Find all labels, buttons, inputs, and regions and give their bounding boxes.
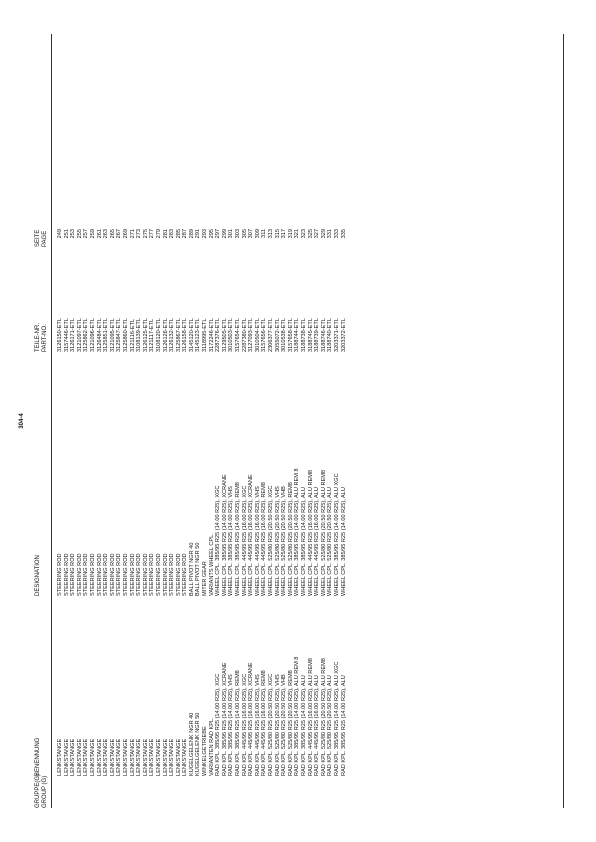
cell-designation: WHEEL CPL. 445/95 R25 (16.00 R25), REM8: [261, 482, 268, 596]
cell-benennung: RAD KPL. 525/80 R25 (20.50 R25), XGC: [268, 673, 274, 776]
cell-part-number: 3188738-ETL: [300, 318, 307, 352]
cell-part-number: 3125860-ETL: [122, 318, 129, 352]
cell-part-number: 3203372-ETL: [340, 318, 347, 352]
cell-part-number: 3127093-ETL: [248, 318, 255, 352]
cell-part-number: 3126484-ETL: [96, 318, 103, 352]
cell-benennung: RAD KPL. 385/95 R25 (14.00 R25), XCRANE: [221, 662, 228, 776]
table-row: [209, 0, 216, 842]
cell-part-number: 3121097-ETL: [76, 318, 83, 352]
table-row: [110, 0, 117, 842]
table-row: [308, 0, 315, 842]
cell-benennung: RAD KPL. 525/80 R25 (20.50 R25), VHS: [274, 674, 281, 776]
cell-benennung: LENKSTANGE: [142, 738, 149, 776]
cell-page: 311: [261, 229, 268, 238]
cell-page: 323: [300, 229, 307, 239]
table-row: [327, 0, 334, 842]
cell-designation: STEERING ROD: [175, 553, 182, 596]
cell-designation: STEERING ROD: [83, 553, 90, 596]
cell-page: 263: [103, 229, 110, 239]
cell-page: 335: [340, 229, 347, 239]
table-row: [64, 0, 71, 842]
cell-page: 273: [136, 229, 143, 239]
cell-designation: WHEEL CPL. 385/95 R25 (14.00 R25), VHS: [228, 486, 235, 596]
header-benennung-label: BENENNUNG: [35, 737, 41, 776]
cell-benennung: LENKSTANGE: [149, 738, 156, 776]
cell-designation: WHEEL CPL. 385/95 R25 (14.00 R25), ALU: [340, 487, 347, 596]
cell-designation: STEERING ROD: [109, 553, 116, 596]
cell-designation: WHEEL CPL. 445/95 R25 (16.00 R25), XGC: [241, 485, 248, 596]
cell-designation: STEERING ROD: [70, 553, 77, 596]
cell-page: 277: [149, 229, 156, 239]
header-group-en: GROUP (G): [42, 775, 48, 808]
cell-page: 283: [169, 229, 176, 239]
header-group-de: GRUPPE(G): [35, 773, 41, 808]
cell-designation: STEERING ROD: [103, 553, 110, 596]
header-group: [35, 774, 49, 808]
table-row: [275, 0, 282, 842]
cell-part-number: 3010503-ETL: [228, 318, 235, 352]
cell-designation: STEERING ROD: [89, 553, 96, 596]
cell-benennung: RAD KPL. 445/95 R25 (16.00 R25), XCRANE: [248, 662, 255, 776]
header-page-en: PAGE: [42, 230, 48, 247]
cell-benennung: LENKSTANGE: [116, 738, 123, 776]
table-row: [215, 0, 222, 842]
cell-page: 249: [57, 229, 63, 239]
cell-page: 265: [109, 229, 116, 239]
cell-benennung: RAD KPL. 525/80 R25 (20.50 R25), REM8: [287, 670, 294, 776]
cell-part-number: 3157656-ETL: [261, 318, 268, 352]
cell-designation: WHEEL CPL. 385/95 R25 (14.00 R25), ALU: [300, 487, 307, 596]
cell-benennung: VARIANTEN RAD KPL.: [208, 717, 215, 776]
cell-page: 285: [175, 229, 182, 239]
cell-page: 313: [268, 229, 274, 239]
cell-page: 315: [274, 229, 281, 239]
cell-benennung: RAD KPL. 445/95 R25 (16.00 R25), ALU REM8: [307, 658, 314, 776]
cell-page: 299: [221, 229, 228, 239]
header-part-number: [35, 323, 49, 352]
cell-benennung: LENKSTANGE: [89, 738, 96, 776]
cell-page: 297: [215, 229, 222, 239]
cell-designation: WHEEL CPL. 385/95 R25 (14.00 R25), REM8: [235, 482, 242, 596]
cell-benennung: RAD KPL. 385/95 R25 (14.00 R25), ALU XGC: [333, 661, 340, 776]
cell-benennung: RAD KPL. 445/95 R25 (16.00 R25), ALU: [314, 675, 321, 776]
cell-part-number: 3172246-ETL: [208, 318, 215, 352]
table-row: [189, 0, 196, 842]
cell-page: 271: [129, 229, 136, 239]
cell-part-number: 3118995-ETL: [202, 318, 209, 352]
cell-designation: WHEEL CPL. 445/95 R25 (16.00 R25), VHS: [254, 486, 261, 596]
cell-benennung: LENKSTANGE: [83, 738, 90, 776]
cell-part-number: 3108139-ETL: [136, 318, 143, 352]
table-row: [228, 0, 235, 842]
header-designation-label: DESIGNATION: [35, 555, 41, 596]
cell-page: 257: [83, 229, 90, 239]
page-number: 304-4: [19, 413, 25, 429]
cell-designation: STEERING ROD: [76, 553, 83, 596]
cell-part-number: 3157654-ETL: [235, 318, 242, 352]
table-row: [301, 0, 308, 842]
cell-part-number: 3125862-ETL: [83, 318, 90, 352]
cell-benennung: RAD KPL. 525/80 R25 (20.50 R25), ALU: [327, 675, 334, 776]
cell-benennung: LENKSTANGE: [103, 738, 110, 776]
cell-page: 251: [63, 229, 70, 239]
cell-benennung: LENKSTANGE: [129, 738, 136, 776]
cell-designation: WHEEL CPL. 385/95 R25 (14.00 R25), XGC: [215, 485, 222, 596]
cell-benennung: KUGELGELENK NGR 50: [195, 712, 202, 776]
cell-benennung: LENKSTANGE: [76, 738, 83, 776]
cell-part-number: 3188740-ETL: [327, 318, 334, 352]
cell-page: 309: [254, 229, 261, 239]
cell-designation: STEERING ROD: [57, 553, 63, 596]
cell-page: 267: [116, 229, 123, 239]
table-row: [281, 0, 288, 842]
table-row: [248, 0, 255, 842]
cell-page: 259: [89, 229, 96, 239]
cell-benennung: RAD KPL. 525/80 R25 (20.50 R25), VHB: [281, 674, 288, 776]
header-part-en: PART-NO.: [42, 324, 48, 352]
cell-part-number: 3126132-ETL: [169, 318, 176, 352]
table-row: [169, 0, 176, 842]
header-page-de: SEITE: [35, 229, 41, 247]
cell-benennung: LENKSTANGE: [122, 738, 129, 776]
cell-benennung: LENKSTANGE: [182, 738, 189, 776]
cell-part-number: 3126125-ETL: [142, 318, 149, 352]
cell-designation: WHEEL CPL. 525/80 R25 (20.50 R25), ALU REM8: [320, 469, 327, 596]
cell-part-number: 3157658-ETL: [287, 318, 294, 352]
cell-benennung: RAD KPL. 385/95 R25 (14.00 R25), VHS: [228, 674, 235, 776]
cell-benennung: LENKSTANGE: [175, 738, 182, 776]
cell-benennung: RAD KPL. 385/95 R25 (14.00 R25), ALU: [300, 675, 307, 776]
cell-page: 289: [188, 229, 195, 239]
cell-benennung: LENKSTANGE: [63, 738, 70, 776]
cell-benennung: LENKSTANGE: [169, 738, 176, 776]
cell-designation: STEERING ROD: [116, 553, 123, 596]
cell-part-number: 3188746-ETL: [320, 318, 327, 352]
cell-page: 287: [182, 229, 189, 239]
cell-designation: STEERING ROD: [155, 553, 162, 596]
cell-designation: STEERING ROD: [96, 553, 103, 596]
table-row: [261, 0, 268, 842]
table-row: [103, 0, 110, 842]
table-row: [255, 0, 262, 842]
table-row: [288, 0, 295, 842]
table-row: [334, 0, 341, 842]
table-row: [176, 0, 183, 842]
cell-designation: STEERING ROD: [142, 553, 149, 596]
table-row: [182, 0, 189, 842]
cell-designation: BALL PIVOT NGR 50: [195, 542, 202, 596]
table-row: [123, 0, 130, 842]
cell-part-number: 3121117-ETL: [149, 318, 156, 352]
cell-part-number: 3188739-ETL: [314, 318, 321, 352]
cell-part-number: 3126126-ETL: [162, 318, 169, 352]
table-row: [321, 0, 328, 842]
cell-page: 281: [162, 229, 169, 239]
cell-designation: WHEEL CPL. 525/80 R25 (20.50 R25), XGC: [268, 485, 274, 596]
table-row: [83, 0, 90, 842]
cell-part-number: 3010538-ETL: [281, 318, 288, 352]
table-row: [242, 0, 249, 842]
cell-page: 303: [235, 229, 242, 239]
cell-part-number: 3125847-ETL: [116, 318, 123, 352]
cell-page: 325: [307, 229, 314, 239]
cell-part-number: 3145123-ETL: [195, 318, 202, 352]
cell-page: 269: [122, 229, 129, 239]
cell-part-number: 3126150-ETL: [57, 318, 63, 352]
cell-designation: STEERING ROD: [63, 553, 70, 596]
cell-benennung: KUGELGELENK NGR 40: [188, 712, 195, 776]
cell-designation: STEERING ROD: [136, 553, 143, 596]
cell-designation: WHEEL CPL. 445/95 R25 (16.00 R25), ALU REM8: [307, 469, 314, 596]
cell-benennung: RAD KPL. 385/95 R25 (14.00 R25), ALU REM 8: [294, 656, 301, 776]
footer-divider: [563, 34, 564, 808]
table-row: [314, 0, 321, 842]
cell-part-number: 3121095-ETL: [109, 318, 116, 352]
cell-part-number: 3125867-ETL: [175, 318, 182, 352]
cell-page: 333: [333, 229, 340, 239]
parts-list: [57, 0, 347, 842]
cell-page: 307: [248, 229, 255, 239]
cell-page: 321: [294, 229, 301, 239]
cell-part-number: 2287380-ETL: [241, 318, 248, 352]
cell-benennung: LENKSTANGE: [155, 738, 162, 776]
cell-page: 255: [76, 229, 83, 239]
cell-designation: STEERING ROD: [149, 553, 156, 596]
cell-benennung: LENKSTANGE: [136, 738, 143, 776]
table-row: [268, 0, 275, 842]
cell-benennung: LENKSTANGE: [70, 738, 77, 776]
cell-page: 319: [287, 229, 294, 239]
cell-part-number: 2306377-ETL: [268, 318, 274, 352]
cell-part-number: 3121116-ETL: [129, 318, 136, 352]
header-divider: [51, 34, 52, 808]
cell-page: 275: [142, 229, 149, 239]
table-row: [222, 0, 229, 842]
cell-part-number: 3203371-ETL: [333, 318, 340, 352]
cell-page: 317: [281, 229, 288, 239]
cell-part-number: 3108120-ETL: [155, 318, 162, 352]
header-part-de: TEILE-NR.: [35, 322, 41, 352]
cell-page: 253: [70, 229, 77, 239]
cell-designation: WHEEL CPL. 525/80 R25 (20.50 R25), VHS: [274, 486, 281, 596]
cell-benennung: RAD KPL. 385/95 R25 (14.00 R25), ALU: [340, 675, 347, 776]
cell-part-number: 3125851-ETL: [103, 318, 110, 352]
table-row: [294, 0, 301, 842]
table-row: [202, 0, 209, 842]
cell-page: 295: [208, 229, 215, 239]
table-row: [156, 0, 163, 842]
cell-designation: WHEEL CPL. 445/95 R25 (16.00 R25), ALU: [314, 487, 321, 596]
cell-part-number: 3055072-ETL: [274, 318, 281, 352]
header-benennung: [35, 738, 42, 776]
cell-designation: WHEEL CPL. 385/95 R25 (14.00 R25), ALU REM 8: [294, 468, 301, 596]
cell-page: 327: [314, 229, 321, 239]
cell-benennung: LENKSTANGE: [57, 738, 63, 776]
cell-designation: STEERING ROD: [122, 553, 129, 596]
cell-designation: WHEEL CPL. 385/95 R25 (14.00 R25), ALU XGC: [333, 473, 340, 596]
cell-part-number: 3121096-ETL: [89, 318, 96, 352]
header-designation: [35, 555, 42, 596]
cell-designation: WHEEL CPL. 525/80 R25 (20.50 R25), REM8: [287, 482, 294, 596]
table-row: [97, 0, 104, 842]
cell-designation: STEERING ROD: [169, 553, 176, 596]
cell-designation: VARIANTS WHEEL CPL.: [208, 533, 215, 596]
table-row: [341, 0, 348, 842]
cell-benennung: WINKELGETRIEBE: [202, 726, 209, 776]
cell-page: 301: [228, 229, 235, 239]
cell-page: 293: [202, 229, 209, 239]
cell-part-number: 3010504-ETL: [254, 318, 261, 352]
cell-designation: BALL PIVOT NGR 40: [188, 542, 195, 596]
table-row: [77, 0, 84, 842]
cell-designation: STEERING ROD: [162, 553, 169, 596]
cell-page: 329: [320, 229, 327, 239]
cell-page: 305: [241, 229, 248, 239]
cell-benennung: RAD KPL. 445/95 R25 (16.00 R25), XGC: [241, 673, 248, 776]
table-row: [57, 0, 64, 842]
cell-benennung: RAD KPL. 445/95 R25 (16.00 R25), VHS: [254, 674, 261, 776]
cell-part-number: 3157446-ETL: [63, 318, 70, 352]
cell-benennung: LENKSTANGE: [109, 738, 116, 776]
cell-benennung: RAD KPL. 385/95 R25 (14.00 R25), REM8: [235, 670, 242, 776]
cell-benennung: RAD KPL. 385/95 R25 (14.00 R25), XGC: [215, 673, 222, 776]
table-row: [136, 0, 143, 842]
table-row: [70, 0, 77, 842]
cell-designation: WHEEL CPL. 445/95 R25 (16.00 R25), XCRANE: [248, 474, 255, 596]
cell-benennung: RAD KPL. 525/80 R25 (20.50 R25), ALU REM8: [320, 658, 327, 776]
table-row: [149, 0, 156, 842]
header-page: [35, 230, 49, 247]
cell-part-number: 3188744-ETL: [294, 318, 301, 352]
cell-part-number: 3126158-ETL: [182, 318, 189, 352]
cell-page: 279: [155, 229, 162, 239]
table-row: [195, 0, 202, 842]
cell-designation: WHEEL CPL. 385/95 R25 (14.00 R25), XCRANE: [221, 474, 228, 596]
table-row: [90, 0, 97, 842]
cell-page: 291: [195, 229, 202, 239]
cell-part-number: 3126171-ETL: [70, 318, 77, 352]
cell-page: 261: [96, 229, 103, 239]
table-row: [130, 0, 137, 842]
table-row: [116, 0, 123, 842]
cell-page: 331: [327, 229, 334, 239]
cell-part-number: 3129505-ETL: [221, 318, 228, 352]
cell-designation: STEERING ROD: [182, 553, 189, 596]
table-row: [143, 0, 150, 842]
table-row: [235, 0, 242, 842]
cell-designation: WHEEL CPL. 525/80 R25 (20.50 R25), ALU: [327, 487, 334, 596]
cell-benennung: RAD KPL. 445/95 R25 (16.00 R25), REM8: [261, 670, 268, 776]
cell-part-number: 2287376-ETL: [215, 318, 222, 352]
cell-designation: STEERING ROD: [129, 553, 136, 596]
cell-designation: MITER GEAR: [202, 561, 209, 596]
cell-part-number: 3145120-ETL: [188, 318, 195, 352]
cell-designation: WHEEL CPL. 525/80 R25 (20.50 R25), VHB: [281, 486, 288, 596]
cell-benennung: LENKSTANGE: [96, 738, 103, 776]
table-row: [163, 0, 170, 842]
cell-part-number: 3188745-ETL: [307, 318, 314, 352]
cell-benennung: LENKSTANGE: [162, 738, 169, 776]
